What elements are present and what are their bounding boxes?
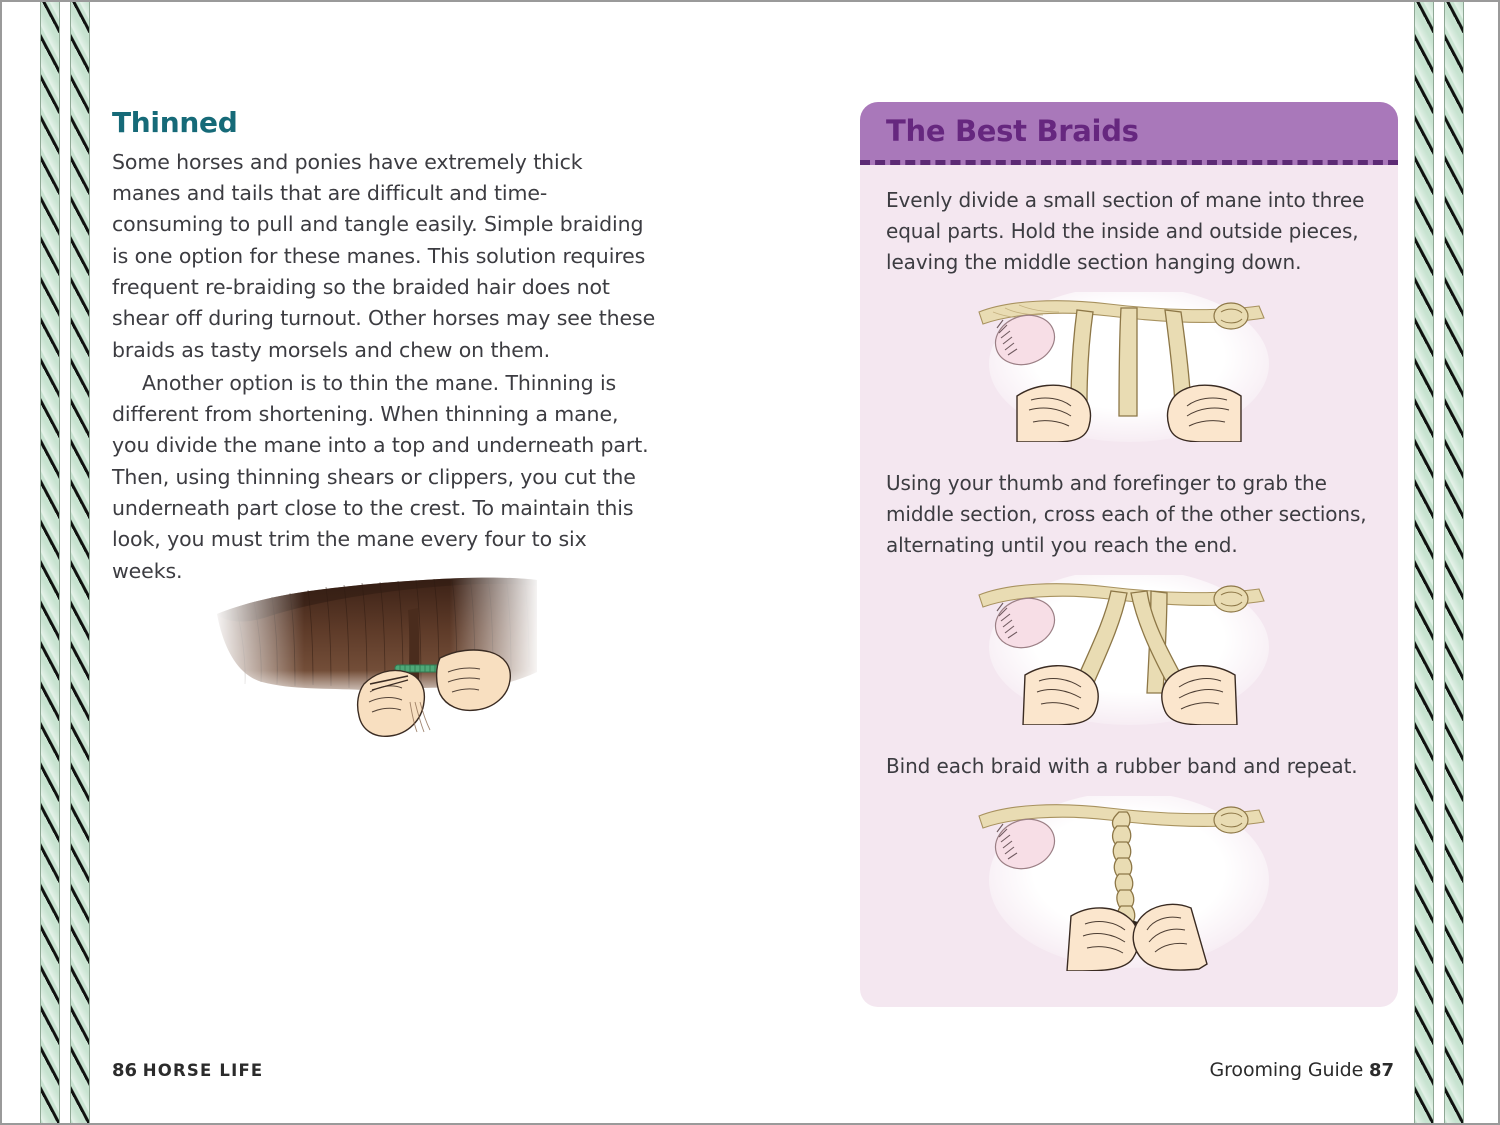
braid-step-1-illustration xyxy=(959,292,1299,442)
step-text-1: Evenly divide a small section of mane into three equal parts. Hold the inside and outside pieces, leaving the middle section hanging down. xyxy=(886,188,1365,275)
rope-border-left-outer xyxy=(40,0,60,1125)
step-text-3: Bind each braid with a rubber band and repeat. xyxy=(886,754,1358,779)
running-head-left: HORSE LIFE xyxy=(142,1061,264,1080)
mane-knot xyxy=(1214,303,1248,329)
strand-middle xyxy=(1119,308,1137,416)
panel-title: The Best Braids xyxy=(886,114,1139,148)
left-hand xyxy=(1017,386,1090,443)
panel-body xyxy=(860,165,1398,1007)
rope-border-left-inner xyxy=(70,0,90,1125)
body-paragraph-1: Some horses and ponies have extremely thick manes and tails that are difficult and time-consuming to pull and tangle easily. Simple braiding is one option for these manes. This solution requires frequent re-braiding so the braided hair does not shear off during turnout. Other horses may see these braids as tasty morsels and chew on them. xyxy=(112,149,656,362)
panel-header xyxy=(860,102,1398,165)
best-braids-panel xyxy=(860,102,1398,1007)
rope-border-right-outer xyxy=(1444,0,1464,1125)
mane-knot xyxy=(1214,586,1248,612)
right-hand xyxy=(1168,386,1241,443)
left-page-content xyxy=(112,108,657,587)
right-hand xyxy=(1162,666,1237,725)
braid-step-2-illustration xyxy=(959,575,1299,725)
braid-step-3-illustration xyxy=(959,796,1299,971)
mane-knot xyxy=(1214,807,1248,833)
rope-border-right-inner xyxy=(1414,0,1434,1125)
body-paragraph-2: Another option is to thin the mane. Thinning is different from shortening. When thinning a mane, you divide the mane into a top and underneath part. Then, using thinning shears or clippers, you cut the underneath part close to the crest. To maintain this look, you must trim the mane every four to six weeks. xyxy=(112,370,649,583)
left-hand xyxy=(1067,908,1139,971)
page-title: Thinned xyxy=(112,106,238,139)
left-hand xyxy=(1023,666,1098,725)
step-text-2: Using your thumb and forefinger to grab the middle section, cross each of the other sections, alternating until you reach the end. xyxy=(886,471,1367,558)
right-page-footer xyxy=(1210,1059,1395,1081)
left-hand xyxy=(358,671,425,737)
page-number-left: 86 xyxy=(112,1060,138,1081)
left-page-footer xyxy=(112,1060,263,1081)
running-head-right: Grooming Guide xyxy=(1209,1059,1364,1081)
page-number-right: 87 xyxy=(1368,1060,1394,1081)
mane-thinning-illustration xyxy=(212,572,542,747)
